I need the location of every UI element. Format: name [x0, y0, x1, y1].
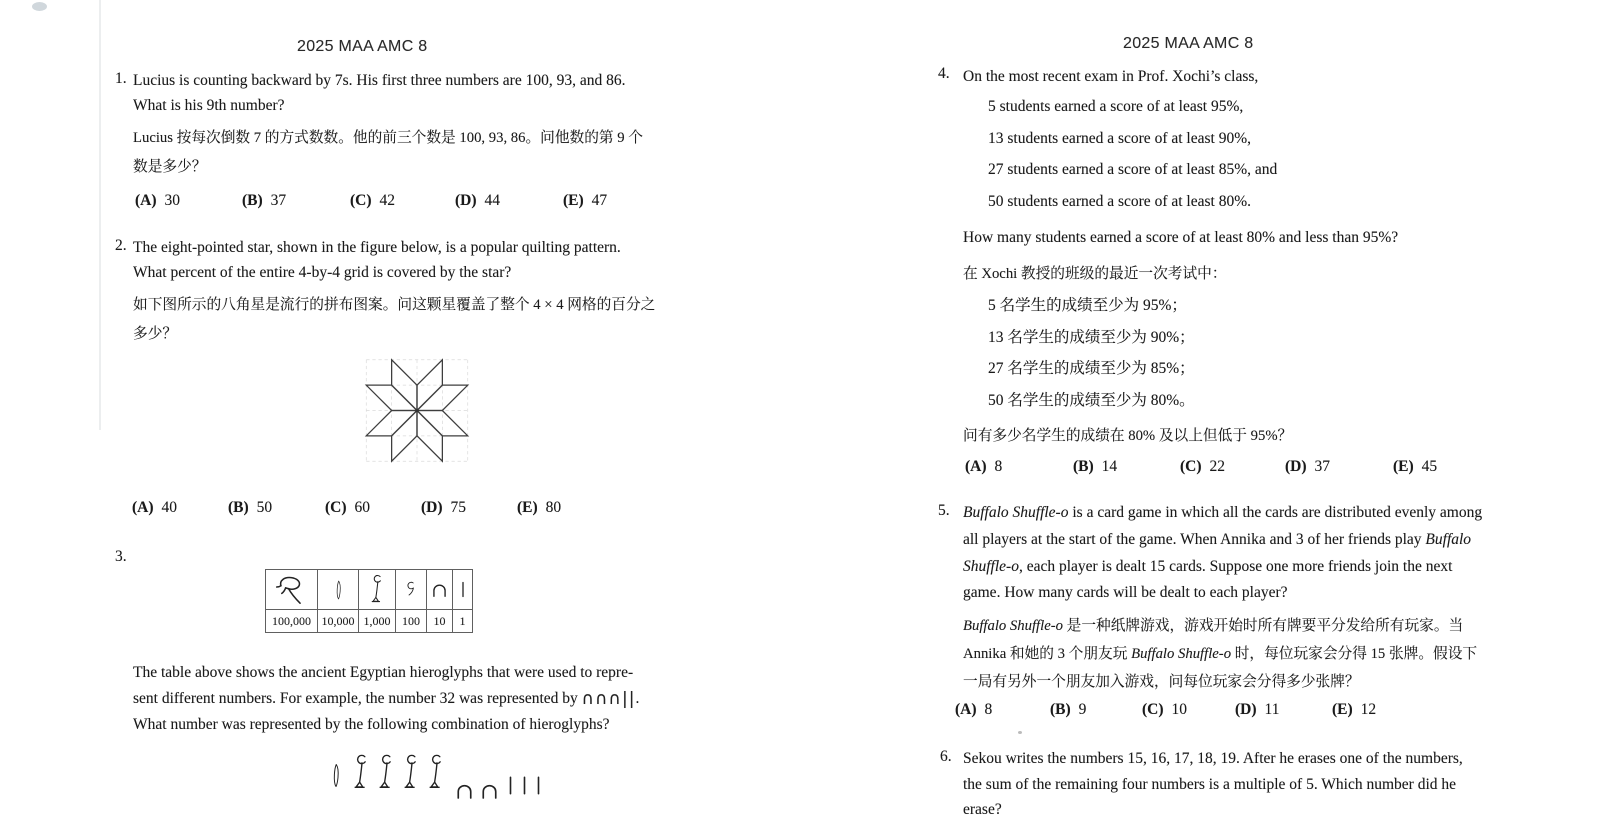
inline-heel-stroke-glyphs: ∩∩∩|| — [581, 688, 636, 709]
finger-hieroglyph-icon — [332, 572, 345, 608]
problem-number: 2. — [115, 237, 127, 254]
choice-d: (D) 37 — [1285, 458, 1331, 475]
heel-bone-hieroglyph-icon — [455, 783, 474, 799]
choice-d: (D) 11 — [1235, 701, 1280, 718]
problem-number: 3. — [115, 548, 127, 565]
choice-c: (C) 22 — [1180, 458, 1226, 475]
problem-number: 6. — [940, 748, 952, 765]
page-title-left: 2025 MAA AMC 8 — [297, 38, 428, 55]
choice-e: (E) 12 — [1332, 701, 1377, 718]
choice-a: (A) 8 — [955, 701, 993, 718]
problem-intro-zh: 在 Xochi 教授的班级的最近一次考试中： — [963, 266, 1227, 282]
table-value: 10,000 — [317, 609, 359, 633]
value-row — [265, 610, 473, 633]
problem-text-zh: 如下图所示的八角星是流行的拼布图案。问这颗星覆盖了整个 4 × 4 网格的百分之 多少？ — [133, 297, 656, 342]
choice-a: (A) 30 — [135, 192, 181, 209]
table-cell — [317, 569, 359, 610]
question-zh: 问有多少名学生的成绩在 80% 及以上但低于 95%？ — [963, 428, 1293, 444]
choices-row — [0, 458, 1611, 478]
problem-number: 4. — [938, 65, 950, 82]
choice-d: (D) 44 — [455, 192, 501, 209]
lotus-hieroglyph-icon — [350, 746, 372, 799]
lotus-hieroglyph-icon — [425, 746, 447, 799]
table-cell — [426, 569, 453, 610]
page-title-right: 2025 MAA AMC 8 — [1123, 35, 1254, 52]
choice-b: (B) 37 — [242, 192, 287, 209]
problem-text-en: Sekou writes the numbers 15, 16, 17, 18, 19. After he erases one of the numbers, the sum of the remaining four numbers is a multiple of 5. Which number did he erase? — [963, 750, 1463, 818]
stroke-hieroglyph-icon — [507, 772, 514, 799]
finger-hieroglyph-icon — [328, 752, 344, 799]
question-en: How many students earned a score of at least 80% and less than 95%? — [963, 229, 1399, 246]
heel-bone-hieroglyph-icon — [431, 583, 448, 597]
choice-a: (A) 40 — [132, 499, 178, 516]
choices-row — [0, 192, 1611, 212]
choice-b: (B) 50 — [228, 499, 273, 516]
choice-b: (B) 14 — [1073, 458, 1118, 475]
table-cell — [358, 569, 396, 610]
stroke-hieroglyph-icon — [460, 578, 466, 601]
stroke-hieroglyph-icon — [535, 772, 542, 799]
scan-line-artifact — [99, 0, 101, 430]
table-cell — [265, 569, 318, 610]
problem-text-zh: Buffalo Shuffle-o 是一种纸牌游戏，游戏开始时所有牌要平分发给所有玩家。当 Annika 和她的 3 个朋友玩 Buffalo Shuffle-o 时，每位玩家会分得 15 张牌。假设下 一局有另外一个朋友加入游戏，问每位玩家会分得多少张牌？ — [963, 618, 1478, 690]
table-value: 1 — [452, 609, 473, 633]
lotus-hieroglyph-icon — [368, 571, 386, 608]
rope-coil-hieroglyph-icon — [404, 575, 418, 604]
choice-e: (E) 45 — [1393, 458, 1438, 475]
choice-d: (D) 75 — [421, 499, 467, 516]
choice-b: (B) 9 — [1050, 701, 1087, 718]
problem-number: 5. — [938, 502, 950, 519]
heel-bone-hieroglyph-icon — [480, 783, 499, 799]
choice-c: (C) 42 — [350, 192, 396, 209]
problem-text-en: The table above shows the ancient Egyptian hieroglyphs that were used to repre- sent different numbers. For example, the number 32 was represented by ∩∩∩||. What number was represented by the following combination of hieroglyphs? — [133, 664, 640, 733]
table-value: 100,000 — [265, 609, 318, 633]
table-cell — [395, 569, 427, 610]
star-figure — [364, 358, 470, 463]
lotus-hieroglyph-icon — [375, 746, 397, 799]
choice-e: (E) 80 — [517, 499, 562, 516]
score-list-en: 5 students earned a score of at least 95%, 13 students earned a score of at least 90%, 27 students earned a score of at least 85%, and 50 students earned a score of at least 80%. — [988, 98, 1278, 211]
hieroglyph-table — [265, 569, 473, 633]
stroke-hieroglyph-icon — [521, 772, 528, 799]
table-cell — [452, 569, 473, 610]
lotus-hieroglyph-icon — [400, 746, 422, 799]
ink-speck — [1018, 731, 1022, 734]
choice-c: (C) 60 — [325, 499, 371, 516]
choice-a: (A) 8 — [965, 458, 1003, 475]
problem-text-en: Buffalo Shuffle-o is a card game in which all the cards are distributed evenly among all players at the start of the game. When Annika and 3 of her friends play Buffalo Shuffle-o, each player is dealt 15 cards. Suppose one more friends join the next game. How many cards will be dealt to each player? — [963, 504, 1483, 602]
scan-smudge — [32, 2, 47, 11]
glyph-row — [265, 569, 473, 610]
problem-text-zh: Lucius 按每次倒数 7 的方式数数。他的前三个数是 100, 93, 86。问他数的第 9 个 数是多少？ — [133, 130, 643, 175]
bird-hieroglyph-icon — [272, 573, 312, 607]
problem-text-en: The eight-pointed star, shown in the figure below, is a popular quilting pattern. What percent of the entire 4-by-4 grid is covered by the star? — [133, 239, 621, 281]
problem-text-en: Lucius is counting backward by 7s. His first three numbers are 100, 93, and 86. What is his 9th number? — [133, 72, 626, 114]
score-list-zh: 5 名学生的成绩至少为 95%； 13 名学生的成绩至少为 90%； 27 名学生的成绩至少为 85%； 50 名学生的成绩至少为 80%。 — [988, 297, 1195, 410]
problem-intro-en: On the most recent exam in Prof. Xochi’s class, — [963, 68, 1259, 85]
hieroglyph-combination-figure — [328, 746, 542, 799]
choices-row — [0, 701, 1611, 721]
table-value: 10 — [426, 609, 453, 633]
problem-number: 1. — [115, 70, 127, 87]
table-value: 1,000 — [358, 609, 396, 633]
choice-e: (E) 47 — [563, 192, 608, 209]
choice-c: (C) 10 — [1142, 701, 1188, 718]
table-value: 100 — [395, 609, 427, 633]
